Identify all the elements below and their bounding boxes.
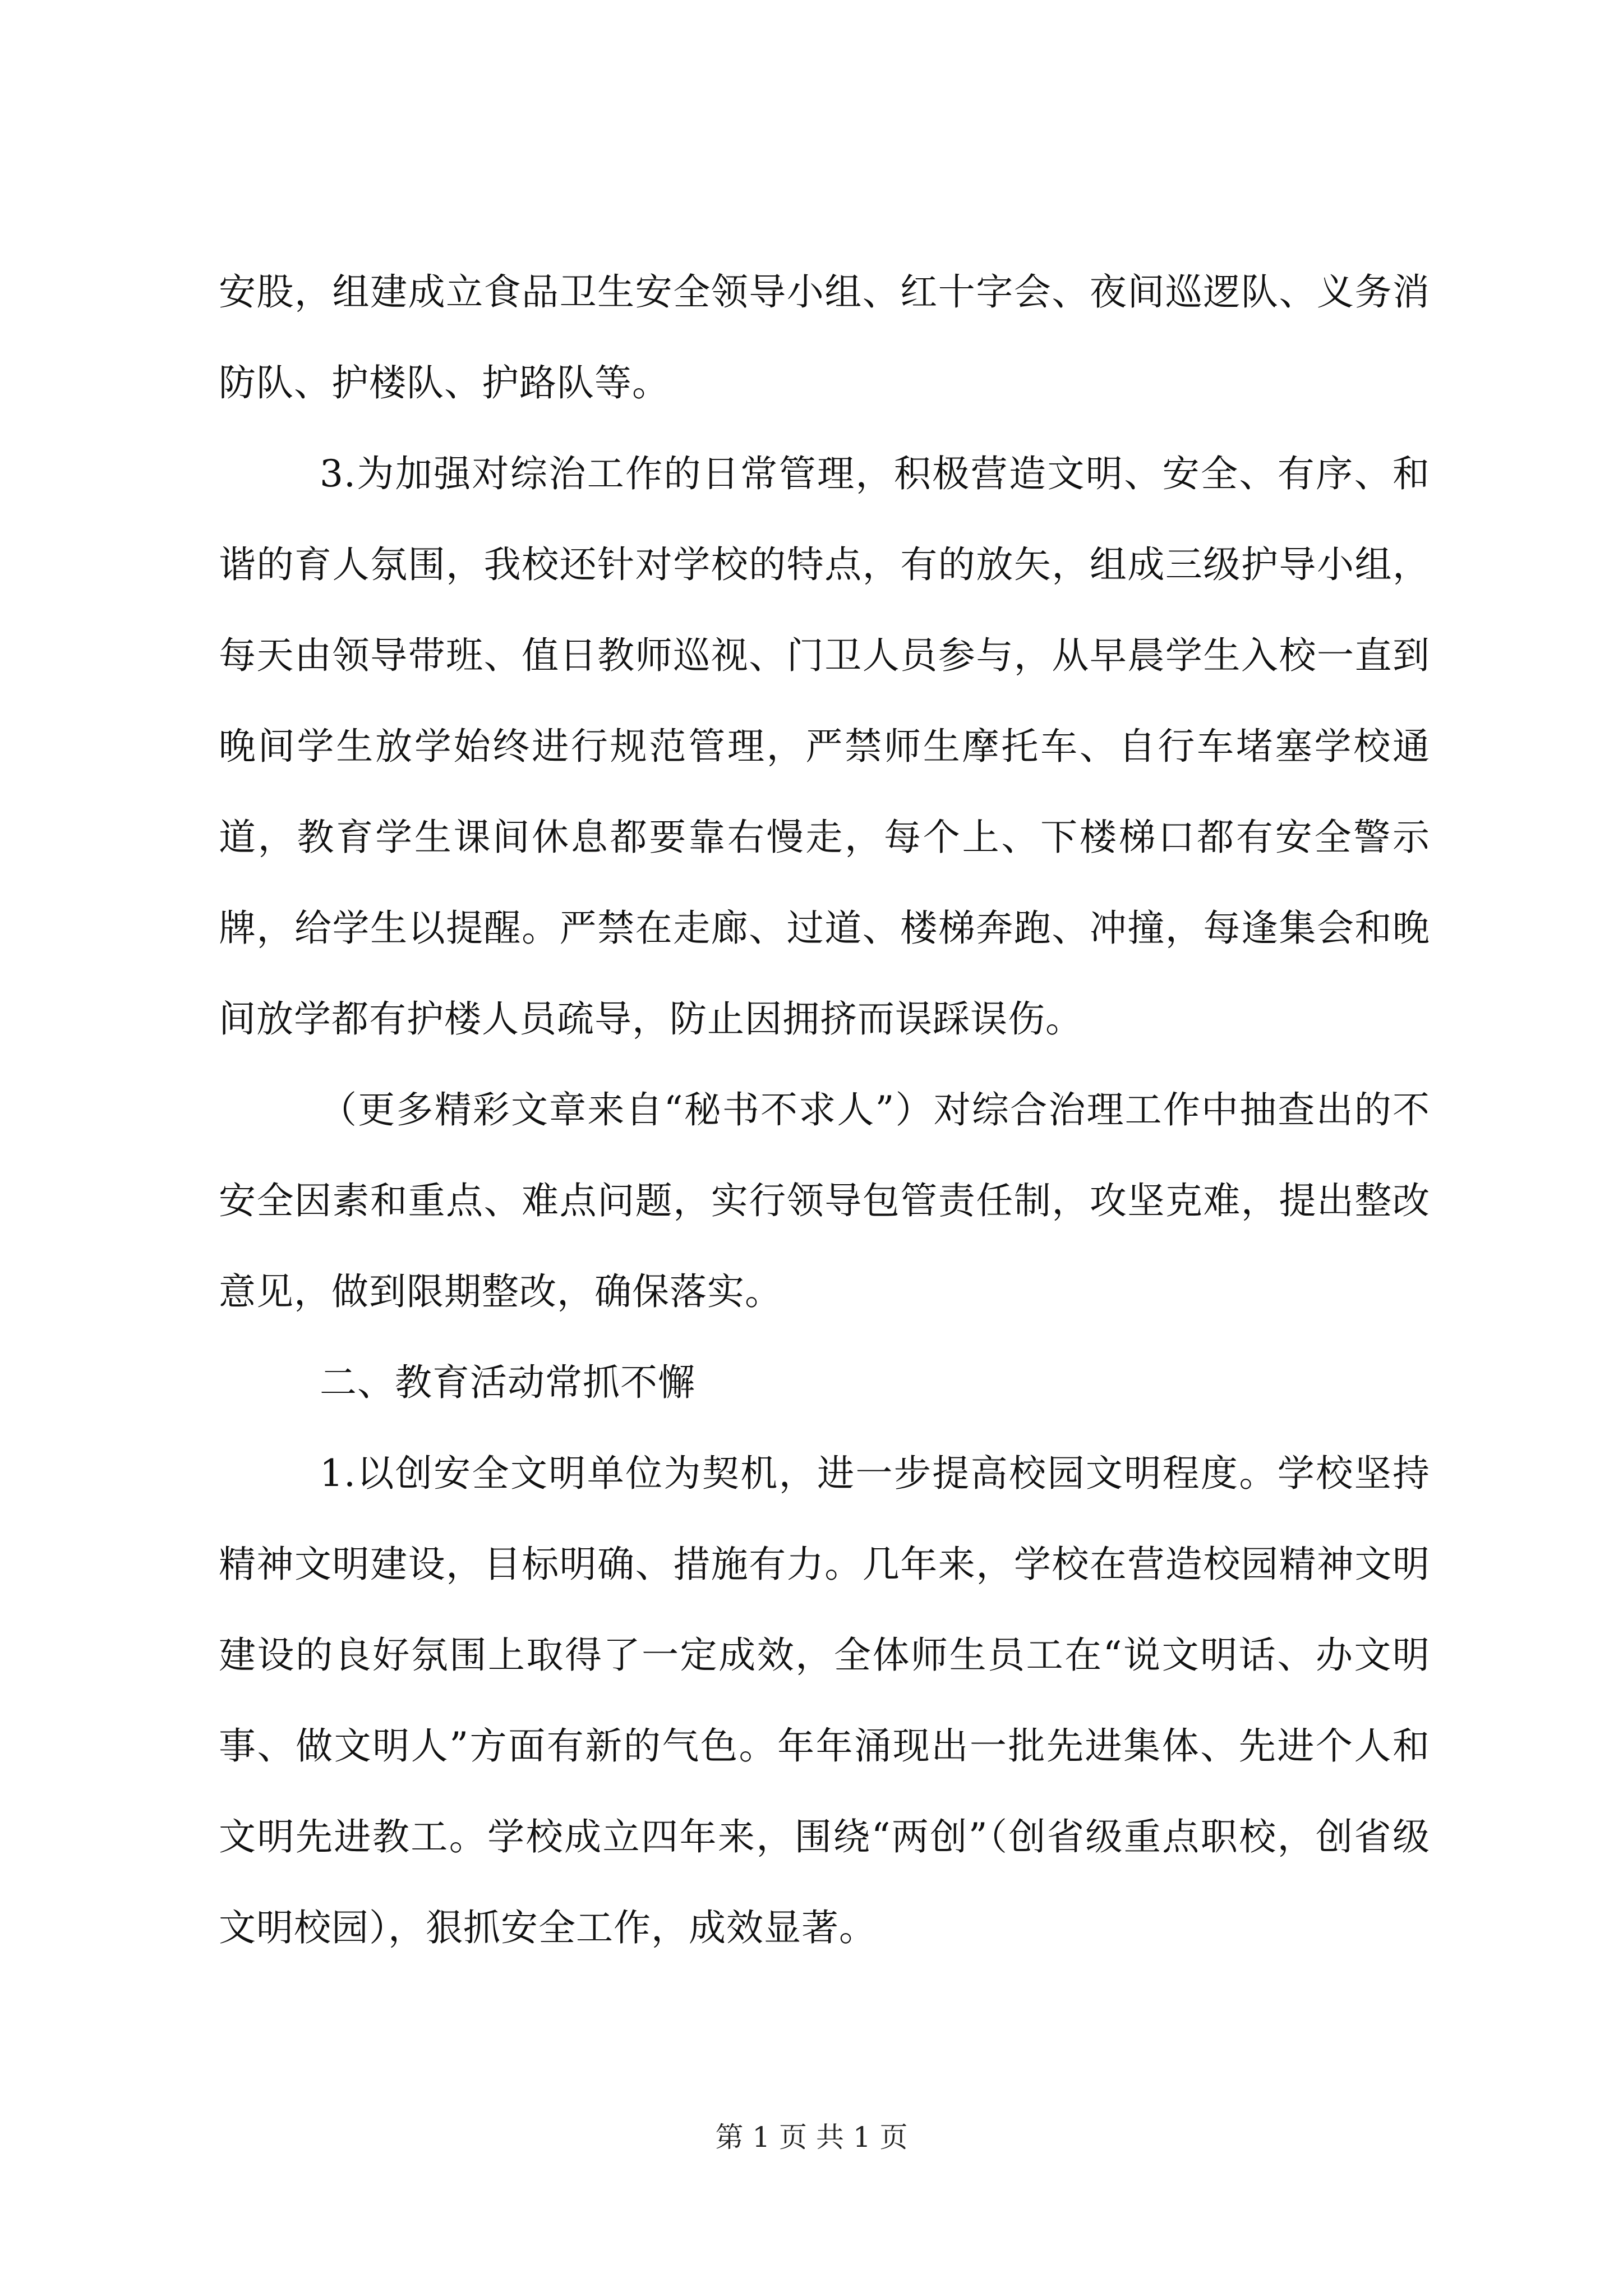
paragraph-item-1: 1.以创安全文明单位为契机，进一步提高校园文明程度。学校坚持精神文明建设，目标明确、措施有力。几年来，学校在营造校园精神文明建设的良好氛围上取得了一定成效，全体师生员工在“说文明话、办文明事、做文明人”方面有新的气色。年年涌现出一批先进集体、先进个人和文明先进教工。学校成立四年来，围绕“两创”（创省级重点职校，创省级文明校园），狠抓安全工作，成效显著。 xyxy=(219,1452,1430,1949)
document-body xyxy=(219,247,1430,1973)
section-heading-2: 二、教育活动常抓不懈 xyxy=(320,1361,695,1404)
paragraph-item-3: 3.为加强对综治工作的日常管理，积极营造文明、安全、有序、和谐的育人氛围，我校还针对学校的特点，有的放矢，组成三级护导小组，每天由领导带班、值日教师巡视、门卫人员参与，从早晨学生入校一直到晚间学生放学始终进行规范管理，严禁师生摩托车、自行车堵塞学校通道，教育学生课间休息都要靠右慢走，每个上、下楼梯口都有安全警示牌，给学生以提醒。严禁在走廊、过道、楼梯奔跑、冲撞，每逢集会和晚间放学都有护楼人员疏导，防止因拥挤而误踩误伤。 xyxy=(219,452,1430,1041)
page-footer: 第 1 页 共 1 页 xyxy=(715,2121,908,2154)
paragraph-continuation: 安股，组建成立食品卫生安全领导小组、红十字会、夜间巡逻队、义务消防队、护楼队、护路队等。 xyxy=(219,270,1430,404)
paragraph-inspection: （更多精彩文章来自“秘书不求人”）对综合治理工作中抽查出的不安全因素和重点、难点问题，实行领导包管责任制，攻坚克难，提出整改意见，做到限期整改，确保落实。 xyxy=(219,1088,1430,1313)
